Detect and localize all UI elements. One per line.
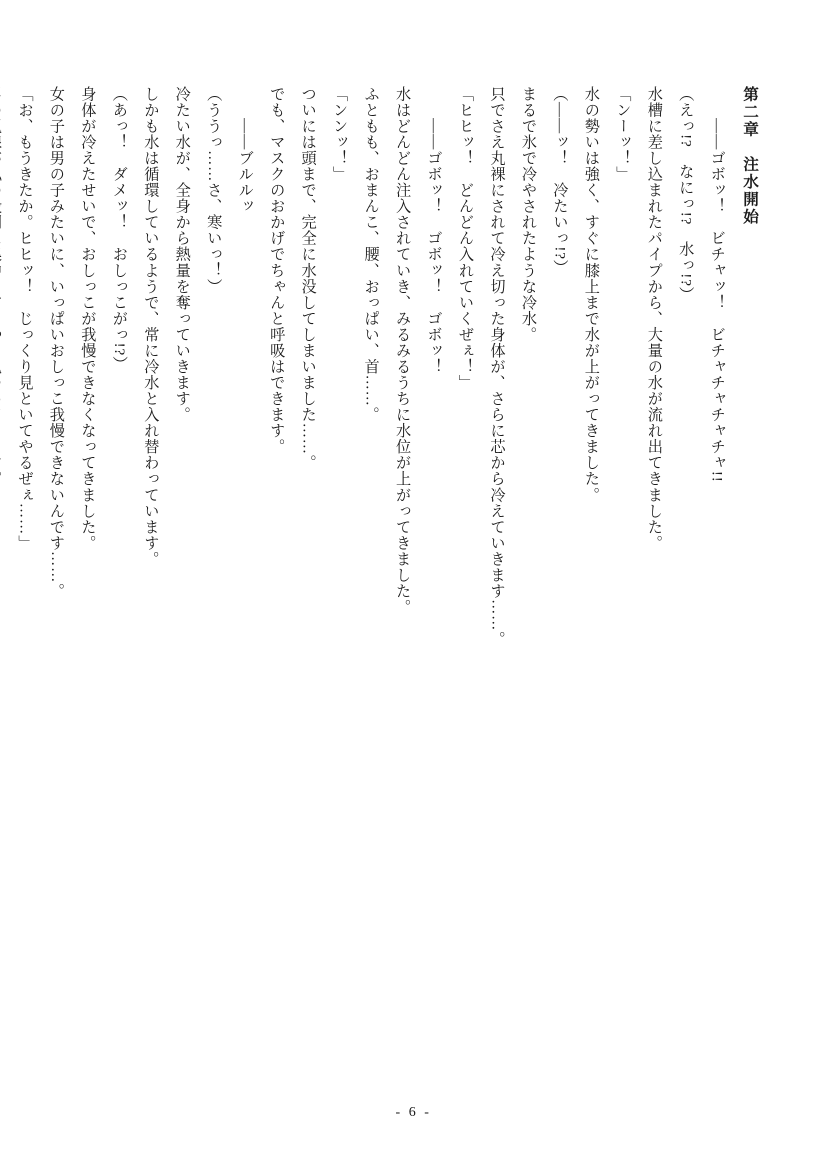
body-line: （あっ！ ダメッ！ おしっこがっ!?） (110, 86, 128, 373)
chapter-heading: 第二章 注水開始 (741, 86, 758, 226)
body-line: 水の勢いは強く、すぐに膝上まで水が上がってきました。 (582, 86, 600, 503)
body-line: まるで氷で冷やされたような冷水。 (519, 86, 537, 343)
body-line: （えっ!? なにっ!? 水っ!?） (677, 86, 695, 303)
body-line: 女の子は男の子みたいに、いっぱいおしっこ我慢できないんです……。 (47, 86, 65, 600)
body-line: しかも水は循環しているようで、常に冷水と入れ替わっています。 (142, 86, 160, 568)
body-line: 水はどんどん注入されていき、みるみるうちに水位が上がってきました。 (394, 86, 412, 616)
body-line: ついには頭まで、完全に水没してしまいました……。 (299, 86, 317, 471)
body-line: 水槽に差し込まれたパイプから、大量の水が流れ出てきました。 (645, 86, 663, 552)
body-line: ふともも、おまんこ、腰、おっぱい、首……。 (362, 86, 380, 423)
vertical-text-body (16, 86, 765, 686)
body-line: でも、マスクのおかげでちゃんと呼吸はできます。 (268, 86, 286, 455)
body-line: ――ゴボッ！ ビチャッ！ ビチャチャチャチャ!! (708, 86, 726, 483)
body-line: ――ゴボッ！ ゴボッ！ ゴボッ！ (425, 86, 443, 375)
body-line: ――ブルルッ (236, 86, 254, 215)
body-line: 「ンーッ！」 (614, 86, 632, 183)
body-line: （ううっ……さ、寒いっ！） (205, 86, 223, 295)
body-line: 只でさえ丸裸にされて冷え切った身体が、さらに芯から冷えていきます……。 (488, 86, 506, 648)
body-line: 身体が冷えたせいで、おしっこが我慢できなくなってきました。 (79, 86, 97, 552)
body-line: 「ンンッ！」 (331, 86, 349, 183)
body-line (0, 86, 9, 686)
body-line: 「ヒヒッ！ どんどん入れていくぜぇ！」 (456, 86, 474, 391)
body-line: （――ッ！ 冷たいっ!?） (551, 86, 569, 276)
body-line: 「お、もうきたか。ヒヒッ！ じっくり見といてやるぜぇ……」 (16, 86, 34, 552)
page-number: - 6 - (395, 1105, 432, 1120)
body-line: 冷たい水が、全身から熱量を奪っていきます。 (173, 86, 191, 423)
